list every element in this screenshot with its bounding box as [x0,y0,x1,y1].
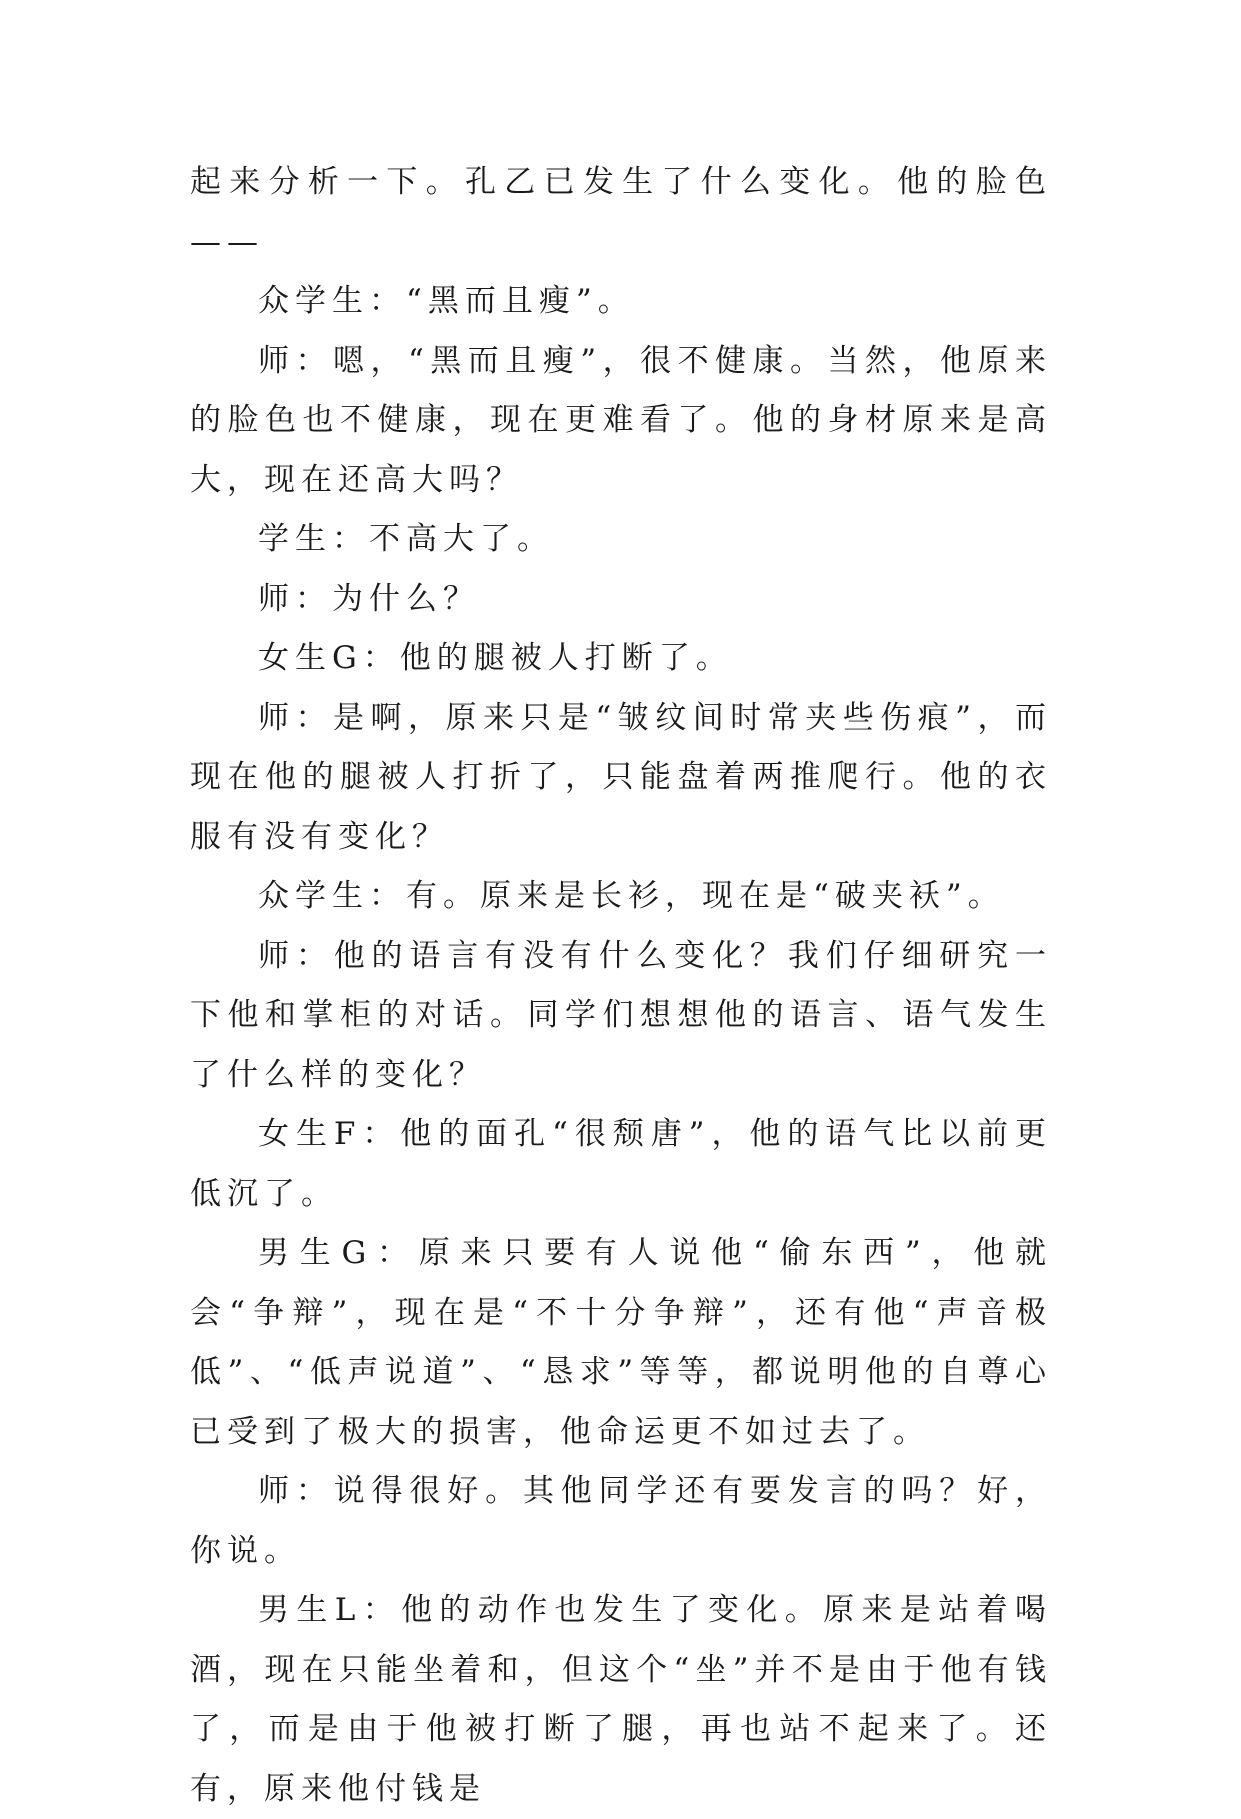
paragraph: 男生G：原来只要有人说他“偷东西”，他就会“争辩”，现在是“不十分争辩”，还有他“声音极低”、“低声说道”、“恳求”等等，都说明他的自尊心已受到了极大的损害，他命运更不如过去了。 [190,1235,1052,1450]
paragraph: 师：嗯，“黑而且瘦”，很不健康。当然，他原来的脸色也不健康，现在更难看了。他的身材原来是高大，现在还高大吗？ [190,342,1052,498]
paragraph: 师：为什么？ [258,580,480,617]
paragraph: 师：是啊，原来只是“皱纹间时常夹些伤痕”，而现在他的腿被人打折了，只能盘着两推爬行。他的衣服有没有变化？ [190,699,1052,855]
paragraph: 女生G：他的腿被人打断了。 [258,640,733,676]
paragraph: 师：他的语言有没有什么变化？我们仔细研究一下他和掌柜的对话。同学们想想他的语言、语气发生了什么样的变化？ [190,937,1052,1093]
paragraph: 学生：不高大了。 [258,521,554,557]
paragraph: 男生L：他的动作也发生了变化。原来是站着喝酒，现在只能坐着和，但这个“坐”并不是由于他有钱了，而是由于他被打断了腿，再也站不起来了。还有，原来他付钱是 [190,1592,1052,1807]
paragraph: 众学生：“黑而且瘦”。 [258,283,635,319]
paragraph: 女生F：他的面孔“很颓唐”，他的语气比以前更低沉了。 [190,1116,1052,1212]
paragraph: 师：说得很好。其他同学还有要发言的吗？好，你说。 [190,1473,1052,1569]
paragraph: 起来分析一下。孔乙已发生了什么变化。他的脸色—— [190,164,1052,260]
paragraph: 众学生：有。原来是长衫，现在是“破夹袄”。 [258,878,1005,914]
document-page [190,153,1052,1819]
